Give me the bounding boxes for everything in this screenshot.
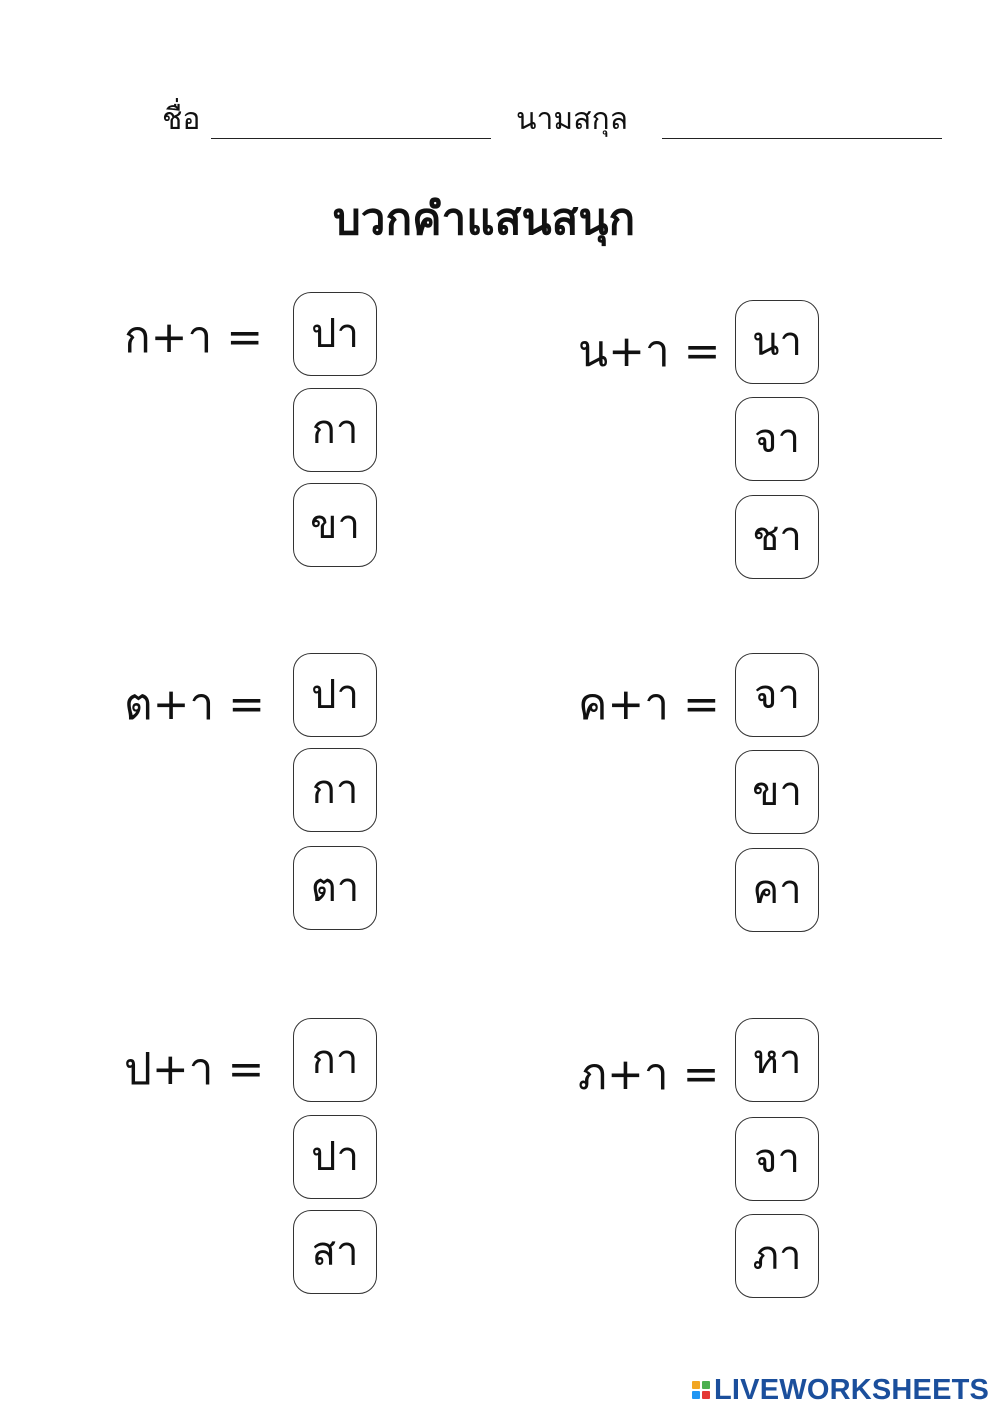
surname-label: นามสกุล — [516, 102, 628, 137]
liveworksheets-logo[interactable] — [692, 1374, 989, 1406]
option-3-2[interactable]: กา — [293, 748, 377, 832]
logo-square-3 — [692, 1391, 700, 1399]
option-4-1[interactable]: จา — [735, 653, 819, 737]
name-line — [211, 138, 491, 139]
logo-square-2 — [702, 1381, 710, 1389]
option-2-2[interactable]: จา — [735, 397, 819, 481]
problem-5: ป+า = — [124, 1044, 265, 1095]
option-5-3[interactable]: สา — [293, 1210, 377, 1294]
problem-2: น+า = — [578, 326, 721, 377]
logo-mark-icon — [692, 1381, 710, 1399]
option-1-3[interactable]: ขา — [293, 483, 377, 567]
name-label: ชื่อ — [162, 102, 201, 137]
option-4-2[interactable]: ขา — [735, 750, 819, 834]
option-1-1[interactable]: ปา — [293, 292, 377, 376]
worksheet-title: บวกคำแสนสนุก — [332, 194, 636, 245]
option-4-3[interactable]: คา — [735, 848, 819, 932]
option-6-1[interactable]: หา — [735, 1018, 819, 1102]
logo-square-4 — [702, 1391, 710, 1399]
option-3-3[interactable]: ตา — [293, 846, 377, 930]
option-1-2[interactable]: กา — [293, 388, 377, 472]
logo-square-1 — [692, 1381, 700, 1389]
problem-6: ภ+า = — [578, 1049, 720, 1100]
logo-text: LIVEWORKSHEETS — [714, 1373, 990, 1406]
option-2-3[interactable]: ชา — [735, 495, 819, 579]
surname-line — [662, 138, 942, 139]
problem-3: ต+า = — [124, 679, 266, 730]
problem-4: ค+า = — [578, 679, 720, 730]
option-5-2[interactable]: ปา — [293, 1115, 377, 1199]
problem-1: ก+า = — [124, 312, 264, 363]
option-5-1[interactable]: กา — [293, 1018, 377, 1102]
option-3-1[interactable]: ปา — [293, 653, 377, 737]
option-6-3[interactable]: ภา — [735, 1214, 819, 1298]
option-6-2[interactable]: จา — [735, 1117, 819, 1201]
option-2-1[interactable]: นา — [735, 300, 819, 384]
student-info-header — [0, 98, 1000, 148]
